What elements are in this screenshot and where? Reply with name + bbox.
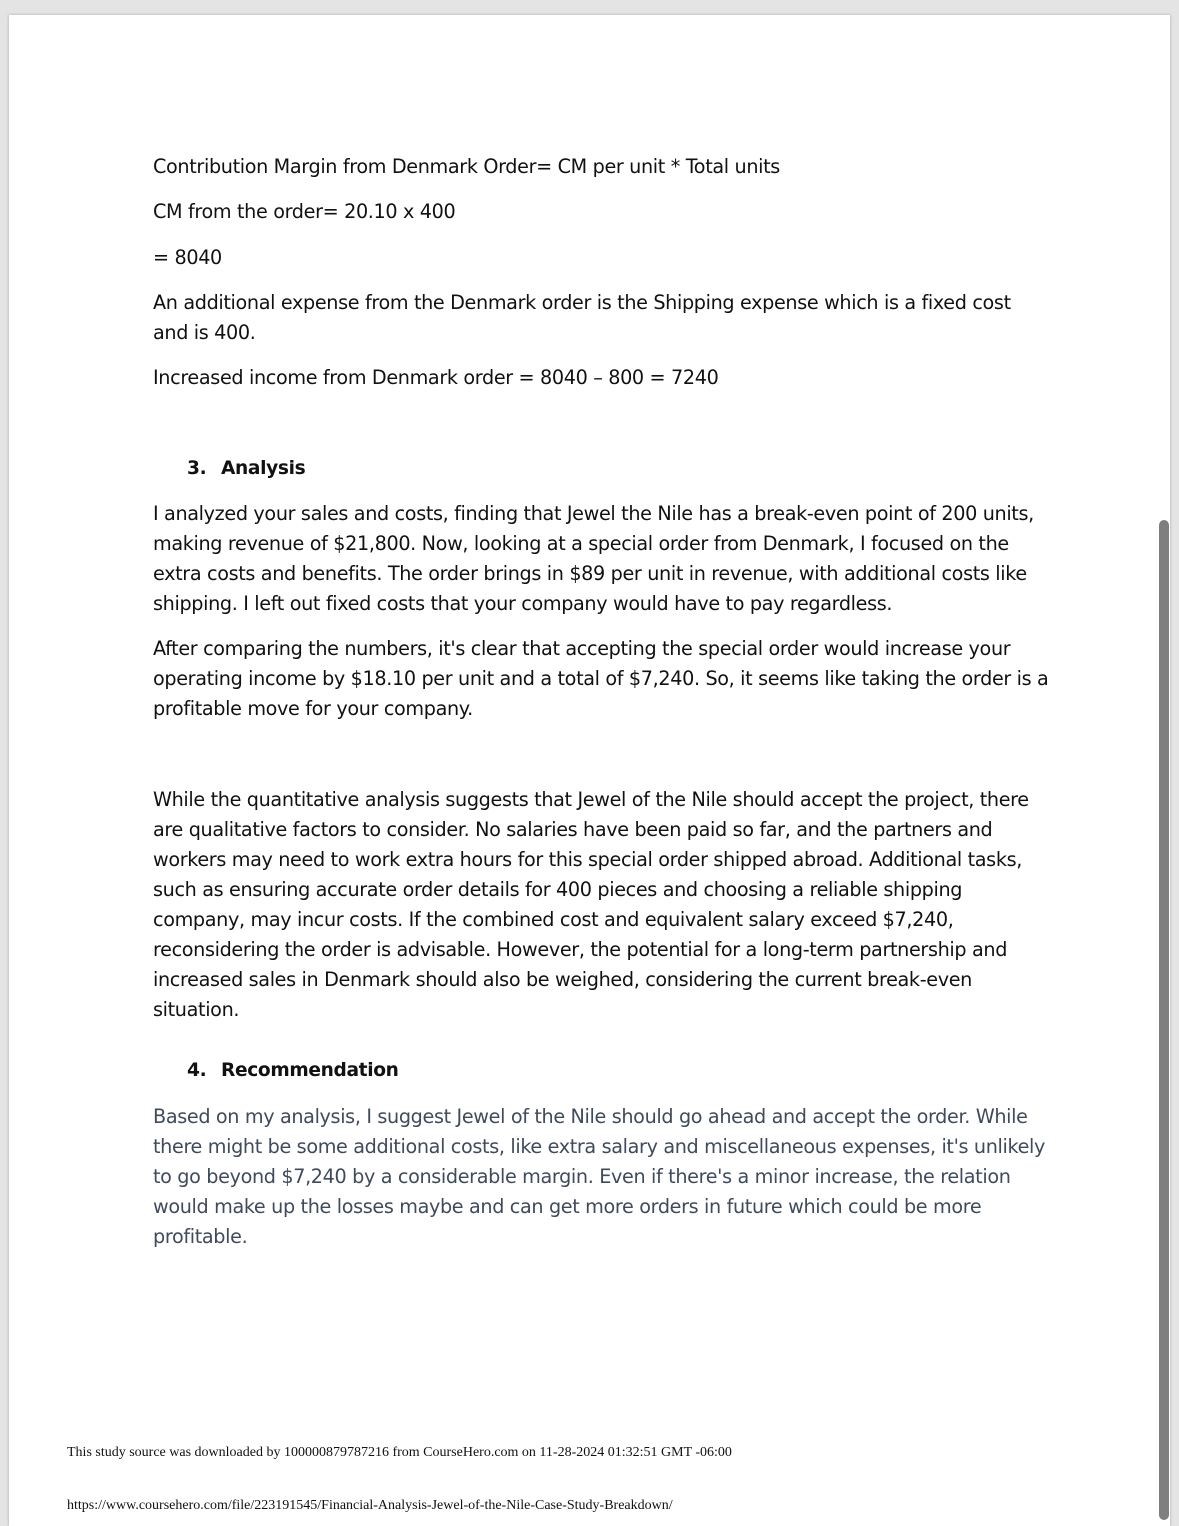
section-number: 4. bbox=[187, 1060, 207, 1081]
section-heading-analysis bbox=[187, 454, 305, 484]
cm-formula-line: Contribution Margin from Denmark Order= CM per unit * Total units bbox=[153, 155, 780, 178]
section-title: Analysis bbox=[221, 458, 306, 479]
section-title: Recommendation bbox=[221, 1060, 399, 1081]
analysis-paragraph-3: While the quantitative analysis suggests that Jewel of the Nile should accept the project, there are qualitative factors to consider. No salaries have been paid so far, and the partners and workers may need to work extra hours for this special order shipped abroad. Additional tasks, such as ensuring accurate order details for 400 pieces and choosing a reliable shipping company, may incur costs. If the combined cost and equivalent salary exceed $7,240, reconsidering the order is advisable. However, the potential for a long-term partnership and increased sales in Denmark should also be weighed, considering the current break-even situation. bbox=[153, 788, 1029, 1021]
source-url-link[interactable]: https://www.coursehero.com/file/223191545/Financial-Analysis-Jewel-of-the-Nile-Case-Study-Breakdown/ bbox=[67, 1498, 673, 1513]
source-notice: This study source was downloaded by 100000879787216 from CourseHero.com on 11-28-2024 01:32:51 GMT -06:00 bbox=[67, 1445, 732, 1460]
analysis-paragraph-1: I analyzed your sales and costs, finding that Jewel the Nile has a break-even point of 200 units, making revenue of $21,800. Now, looking at a special order from Denmark, I focused on the extra costs and benefits. The order brings in $89 per unit in revenue, with additional costs like shipping. I left out fixed costs that your company would have to pay regardless. bbox=[153, 502, 1034, 615]
recommendation-paragraph: Based on my analysis, I suggest Jewel of the Nile should go ahead and accept the order. While there might be some additional costs, like extra salary and miscellaneous expenses, it's unlikely to go beyond $7,240 by a considerable margin. Even if there's a minor increase, the relation would make up the losses maybe and can get more orders in future which could be more profitable. bbox=[153, 1105, 1046, 1248]
vertical-scrollbar[interactable] bbox=[1159, 520, 1169, 1520]
section-heading-recommendation bbox=[187, 1056, 399, 1086]
section-number: 3. bbox=[187, 458, 207, 479]
document-page bbox=[9, 15, 1170, 1526]
analysis-paragraph-2: After comparing the numbers, it's clear that accepting the special order would increase your operating income by $18.10 per unit and a total of $7,240. So, it seems like taking the order is a profitable move for your company. bbox=[153, 637, 1049, 720]
cm-calc-line: CM from the order= 20.10 x 400 bbox=[153, 200, 456, 223]
increased-income-line: Increased income from Denmark order = 8040 – 800 = 7240 bbox=[153, 366, 719, 389]
shipping-note-paragraph: An additional expense from the Denmark order is the Shipping expense which is a fixed cost and is 400. bbox=[153, 291, 1011, 344]
cm-result-line: = 8040 bbox=[153, 246, 222, 269]
